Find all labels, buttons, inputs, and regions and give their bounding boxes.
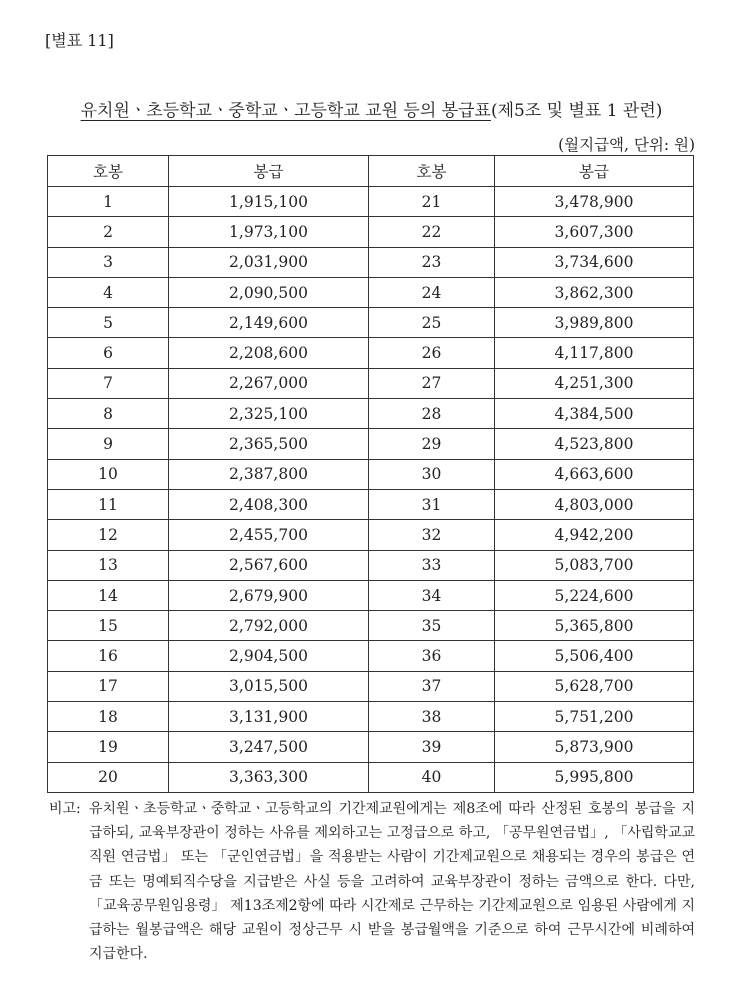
table-row <box>48 368 694 398</box>
salary-cell: 3,862,300 <box>495 277 694 307</box>
table-row <box>48 702 694 732</box>
table-row <box>48 671 694 701</box>
step-cell: 9 <box>48 429 169 459</box>
salary-cell: 2,267,000 <box>169 368 369 398</box>
step-cell: 15 <box>48 611 169 641</box>
salary-cell: 2,149,600 <box>169 308 369 338</box>
table-row <box>48 489 694 519</box>
step-cell: 18 <box>48 702 169 732</box>
step-cell: 27 <box>369 368 495 398</box>
salary-cell: 2,387,800 <box>169 459 369 489</box>
salary-cell: 5,083,700 <box>495 550 694 580</box>
salary-cell: 2,679,900 <box>169 580 369 610</box>
header-step-left: 호봉 <box>48 156 169 187</box>
table-row <box>48 277 694 307</box>
step-cell: 30 <box>369 459 495 489</box>
salary-cell: 4,803,000 <box>495 489 694 519</box>
step-cell: 20 <box>48 762 169 792</box>
salary-cell: 4,942,200 <box>495 520 694 550</box>
table-row <box>48 399 694 429</box>
step-cell: 38 <box>369 702 495 732</box>
step-cell: 13 <box>48 550 169 580</box>
table-row <box>48 247 694 277</box>
step-cell: 40 <box>369 762 495 792</box>
salary-cell: 2,208,600 <box>169 338 369 368</box>
header-salary-left: 봉급 <box>169 156 369 187</box>
step-cell: 22 <box>369 217 495 247</box>
salary-cell: 3,734,600 <box>495 247 694 277</box>
step-cell: 10 <box>48 459 169 489</box>
unit-note: (월지급액, 단위: 원) <box>558 136 695 154</box>
table-row <box>48 187 694 217</box>
table-row <box>48 580 694 610</box>
salary-cell: 3,131,900 <box>169 702 369 732</box>
salary-cell: 2,408,300 <box>169 489 369 519</box>
remarks-label: 비고: <box>49 801 81 817</box>
step-cell: 25 <box>369 308 495 338</box>
step-cell: 19 <box>48 732 169 762</box>
salary-cell: 2,325,100 <box>169 399 369 429</box>
remarks-text: 유치원ㆍ초등학교ㆍ중학교ㆍ고등학교의 기간제교원에게는 제8조에 따라 산정된 호봉의 봉급을 지급하되, 교육부장관이 정하는 사유를 제외하고는 고정급으로 하고, 「공무원연금법」, 「사립학교교직원 연금법」 또는 「군인연금법」을 적용받는 사람이 기간제교원으로 채용되는 경우의 봉급은 연금 또는 명예퇴직수당을 지급받은 사실 등을 고려하여 교육부장관이 정하는 금액으로 한다. 다만, 「교육공무원임용령」 제13조제2항에 따라 시간제로 근무하는 기간제교원으로 임용된 사람에게 지급하는 월봉급액은 해당 교원이 정상근무 시 받을 봉급월액을 기준으로 하여 근무시간에 비례하여 지급한다. <box>89 801 695 963</box>
step-cell: 12 <box>48 520 169 550</box>
salary-cell: 3,478,900 <box>495 187 694 217</box>
title-suffix: (제5조 및 별표 1 관련) <box>490 101 663 121</box>
step-cell: 37 <box>369 671 495 701</box>
salary-cell: 2,904,500 <box>169 641 369 671</box>
salary-cell: 2,365,500 <box>169 429 369 459</box>
table-row <box>48 429 694 459</box>
salary-cell: 1,973,100 <box>169 217 369 247</box>
salary-cell: 5,995,800 <box>495 762 694 792</box>
step-cell: 33 <box>369 550 495 580</box>
salary-cell: 4,663,600 <box>495 459 694 489</box>
step-cell: 11 <box>48 489 169 519</box>
step-cell: 5 <box>48 308 169 338</box>
table-row <box>48 217 694 247</box>
step-cell: 28 <box>369 399 495 429</box>
table-row <box>48 459 694 489</box>
step-cell: 4 <box>48 277 169 307</box>
salary-cell: 1,915,100 <box>169 187 369 217</box>
salary-cell: 3,247,500 <box>169 732 369 762</box>
header-salary-right: 봉급 <box>495 156 694 187</box>
step-cell: 16 <box>48 641 169 671</box>
table-row <box>48 550 694 580</box>
salary-cell: 2,090,500 <box>169 277 369 307</box>
salary-cell: 4,251,300 <box>495 368 694 398</box>
step-cell: 34 <box>369 580 495 610</box>
step-cell: 31 <box>369 489 495 519</box>
salary-cell: 3,989,800 <box>495 308 694 338</box>
step-cell: 1 <box>48 187 169 217</box>
step-cell: 26 <box>369 338 495 368</box>
salary-cell: 3,363,300 <box>169 762 369 792</box>
salary-cell: 5,224,600 <box>495 580 694 610</box>
table-row <box>48 520 694 550</box>
table-row <box>48 732 694 762</box>
table-row <box>48 641 694 671</box>
step-cell: 2 <box>48 217 169 247</box>
step-cell: 8 <box>48 399 169 429</box>
table-row <box>48 611 694 641</box>
step-cell: 7 <box>48 368 169 398</box>
salary-cell: 2,567,600 <box>169 550 369 580</box>
title-main: 유치원ㆍ초등학교ㆍ중학교ㆍ고등학교 교원 등의 봉급표 <box>80 101 491 121</box>
step-cell: 36 <box>369 641 495 671</box>
salary-cell: 5,506,400 <box>495 641 694 671</box>
step-cell: 23 <box>369 247 495 277</box>
step-cell: 32 <box>369 520 495 550</box>
step-cell: 21 <box>369 187 495 217</box>
step-cell: 35 <box>369 611 495 641</box>
step-cell: 29 <box>369 429 495 459</box>
step-cell: 3 <box>48 247 169 277</box>
remarks <box>49 797 695 966</box>
step-cell: 39 <box>369 732 495 762</box>
salary-cell: 5,628,700 <box>495 671 694 701</box>
step-cell: 24 <box>369 277 495 307</box>
step-cell: 14 <box>48 580 169 610</box>
table-row <box>48 338 694 368</box>
salary-cell: 3,015,500 <box>169 671 369 701</box>
annex-reference: [별표 11] <box>45 31 114 50</box>
salary-cell: 4,384,500 <box>495 399 694 429</box>
table-row <box>48 308 694 338</box>
salary-cell: 3,607,300 <box>495 217 694 247</box>
salary-cell: 2,792,000 <box>169 611 369 641</box>
salary-table <box>47 155 694 793</box>
step-cell: 17 <box>48 671 169 701</box>
salary-cell: 2,455,700 <box>169 520 369 550</box>
salary-cell: 4,523,800 <box>495 429 694 459</box>
table-row <box>48 762 694 792</box>
header-step-right: 호봉 <box>369 156 495 187</box>
table-header-row <box>48 156 694 187</box>
salary-cell: 5,751,200 <box>495 702 694 732</box>
salary-cell: 5,365,800 <box>495 611 694 641</box>
page-title <box>0 96 743 121</box>
salary-cell: 2,031,900 <box>169 247 369 277</box>
salary-cell: 5,873,900 <box>495 732 694 762</box>
step-cell: 6 <box>48 338 169 368</box>
salary-cell: 4,117,800 <box>495 338 694 368</box>
